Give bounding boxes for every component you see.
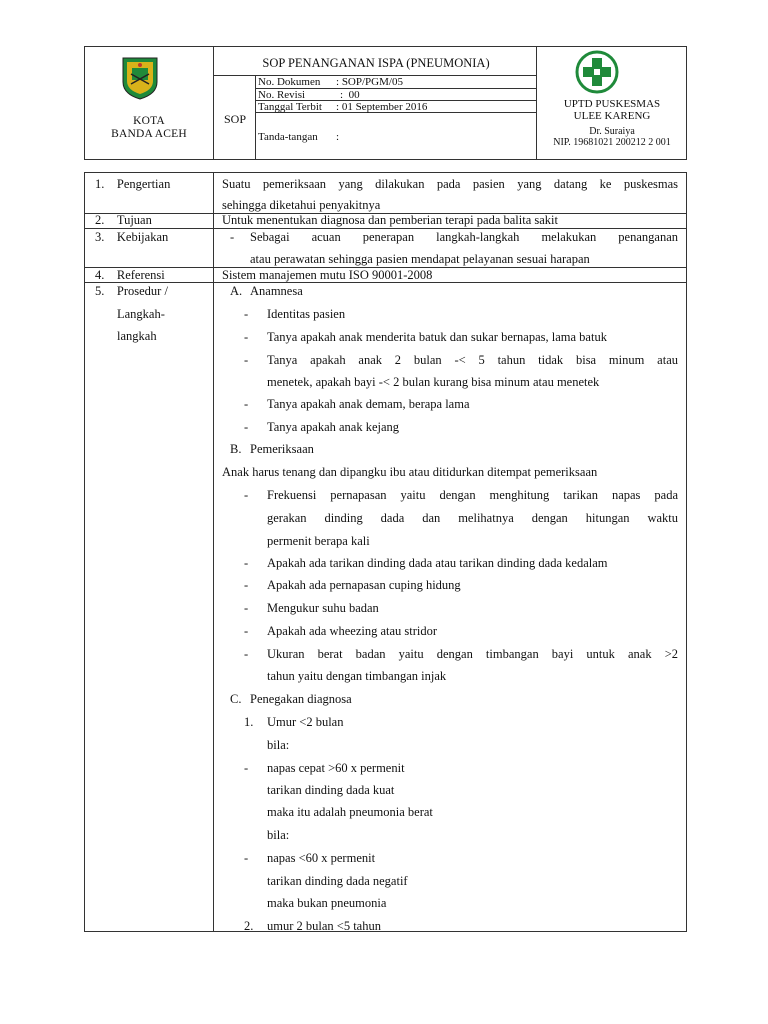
section-letter: B. <box>230 442 242 456</box>
list-item: Apakah ada tarikan dinding dada atau tarikan dinding dada kedalam <box>267 556 608 570</box>
row-label-prosedur-2: Langkah- <box>117 307 165 321</box>
puskesmas-logo <box>575 50 619 94</box>
list-item: permenit berapa kali <box>267 534 370 548</box>
pengertian-text: sehingga diketahui penyakitnya <box>222 198 381 212</box>
row-label-prosedur: 5. Prosedur / <box>95 284 168 298</box>
puskesmas-line: UPTD PUSKESMAS <box>563 98 661 110</box>
kota-line: BANDA ACEH <box>111 128 187 140</box>
section-letter: A. <box>230 284 243 298</box>
list-dash: - <box>244 601 249 615</box>
row-label-kebijakan: 3. Kebijakan <box>95 230 169 244</box>
list-item: bila: <box>267 738 290 752</box>
pemeriksaan-intro: Anak harus tenang dan dipangku ibu atau ditidurkan ditempat pemeriksaan <box>222 465 598 479</box>
list-dash: - <box>244 307 249 321</box>
list-dash: - <box>244 647 249 661</box>
list-item: umur 2 bulan <5 tahun <box>267 919 381 933</box>
list-dash: - <box>244 761 249 775</box>
list-item: maka bukan pneumonia <box>267 896 387 910</box>
puskesmas-name <box>537 98 687 122</box>
list-dash: - <box>244 420 249 434</box>
tujuan-text: Untuk menentukan diagnosa dan pemberian terapi pada balita sakit <box>222 213 558 227</box>
referensi-text: Sistem manajemen mutu ISO 90001-2008 <box>222 268 433 282</box>
signer-block <box>537 126 687 148</box>
section-title-diagnosa: Penegakan diagnosa <box>250 692 352 706</box>
list-item: Apakah ada wheezing atau stridor <box>267 624 438 638</box>
list-item: Apakah ada pernapasan cuping hidung <box>267 578 461 592</box>
list-item: Tanya apakah anak menderita batuk dan sukar bernapas, lama batuk <box>267 330 607 344</box>
kota-name <box>85 115 213 141</box>
list-item: Tanya apakah anak 2 bulan -< 5 tahun tidak bisa minum atau <box>267 353 678 367</box>
list-number: 1. <box>244 715 254 729</box>
list-item: Mengukur suhu badan <box>267 601 379 615</box>
signer-nip: NIP. 19681021 200212 2 001 <box>553 137 671 148</box>
header-divider <box>213 46 214 160</box>
kebijakan-bullet: - <box>230 230 235 244</box>
list-item: Tanya apakah anak demam, berapa lama <box>267 397 470 411</box>
pengertian-text: Suatu pemeriksaan yang dilakukan pada pasien yang datang ke puskesmas <box>222 177 678 191</box>
section-title-anamnesa: Anamnesa <box>250 284 303 298</box>
section-letter: C. <box>230 692 242 706</box>
list-item: tarikan dinding dada kuat <box>267 783 395 797</box>
list-item: Umur <2 bulan <box>267 715 344 729</box>
kebijakan-text: atau perawatan sehingga pasien mendapat pelayanan sesuai harapan <box>250 252 590 266</box>
list-dash: - <box>244 851 249 865</box>
meta-row-tanda-tangan: Tanda-tangan : <box>258 131 340 143</box>
list-item: gerakan dinding dada dan melihatnya dengan hitungan waktu <box>267 511 678 525</box>
list-dash: - <box>244 556 249 570</box>
row-label-pengertian: 1. Pengertian <box>95 177 171 191</box>
list-dash: - <box>244 624 249 638</box>
list-item: tahun yaitu dengan timbangan injak <box>267 669 447 683</box>
list-dash: - <box>244 397 249 411</box>
list-item: Tanya apakah anak kejang <box>267 420 400 434</box>
kota-banda-aceh-logo <box>120 56 160 100</box>
list-item: Frekuensi pernapasan yaitu dengan menghitung tarikan napas pada <box>267 488 678 502</box>
list-item: Ukuran berat badan yaitu dengan timbangan bayi untuk anak >2 <box>267 647 678 661</box>
row-label-tujuan: 2. Tujuan <box>95 213 152 227</box>
meta-row-revisi: No. Revisi : 00 <box>258 89 360 101</box>
list-item: Identitas pasien <box>267 307 346 321</box>
section-title-pemeriksaan: Pemeriksaan <box>250 442 314 456</box>
list-item: menetek, apakah bayi -< 2 bulan kurang bisa minum atau menetek <box>267 375 600 389</box>
list-item: tarikan dinding dada negatif <box>267 874 408 888</box>
sop-title: SOP PENANGANAN ISPA (PNEUMONIA) <box>262 56 490 70</box>
list-item: napas cepat >60 x permenit <box>267 761 405 775</box>
kota-line: KOTA <box>133 115 165 127</box>
meta-row-tanggal: Tanggal Terbit : 01 September 2016 <box>258 101 428 113</box>
row-label-referensi: 4. Referensi <box>95 268 165 282</box>
list-item: bila: <box>267 828 290 842</box>
list-dash: - <box>244 488 249 502</box>
list-item: napas <60 x permenit <box>267 851 376 865</box>
table-column-divider <box>213 172 214 932</box>
list-number: 2. <box>244 919 254 933</box>
list-dash: - <box>244 330 249 344</box>
puskesmas-line: ULEE KARENG <box>573 110 651 122</box>
sop-label: SOP <box>223 112 246 126</box>
list-dash: - <box>244 353 249 367</box>
meta-row-dokumen: No. Dokumen : SOP/PGM/05 <box>258 76 403 88</box>
kebijakan-text: Sebagai acuan penerapan langkah-langkah melakukan penanganan <box>250 230 678 244</box>
list-item: maka itu adalah pneumonia berat <box>267 805 433 819</box>
list-dash: - <box>244 578 249 592</box>
signer-name: Dr. Suraiya <box>589 126 635 137</box>
row-label-prosedur-3: langkah <box>117 329 157 343</box>
